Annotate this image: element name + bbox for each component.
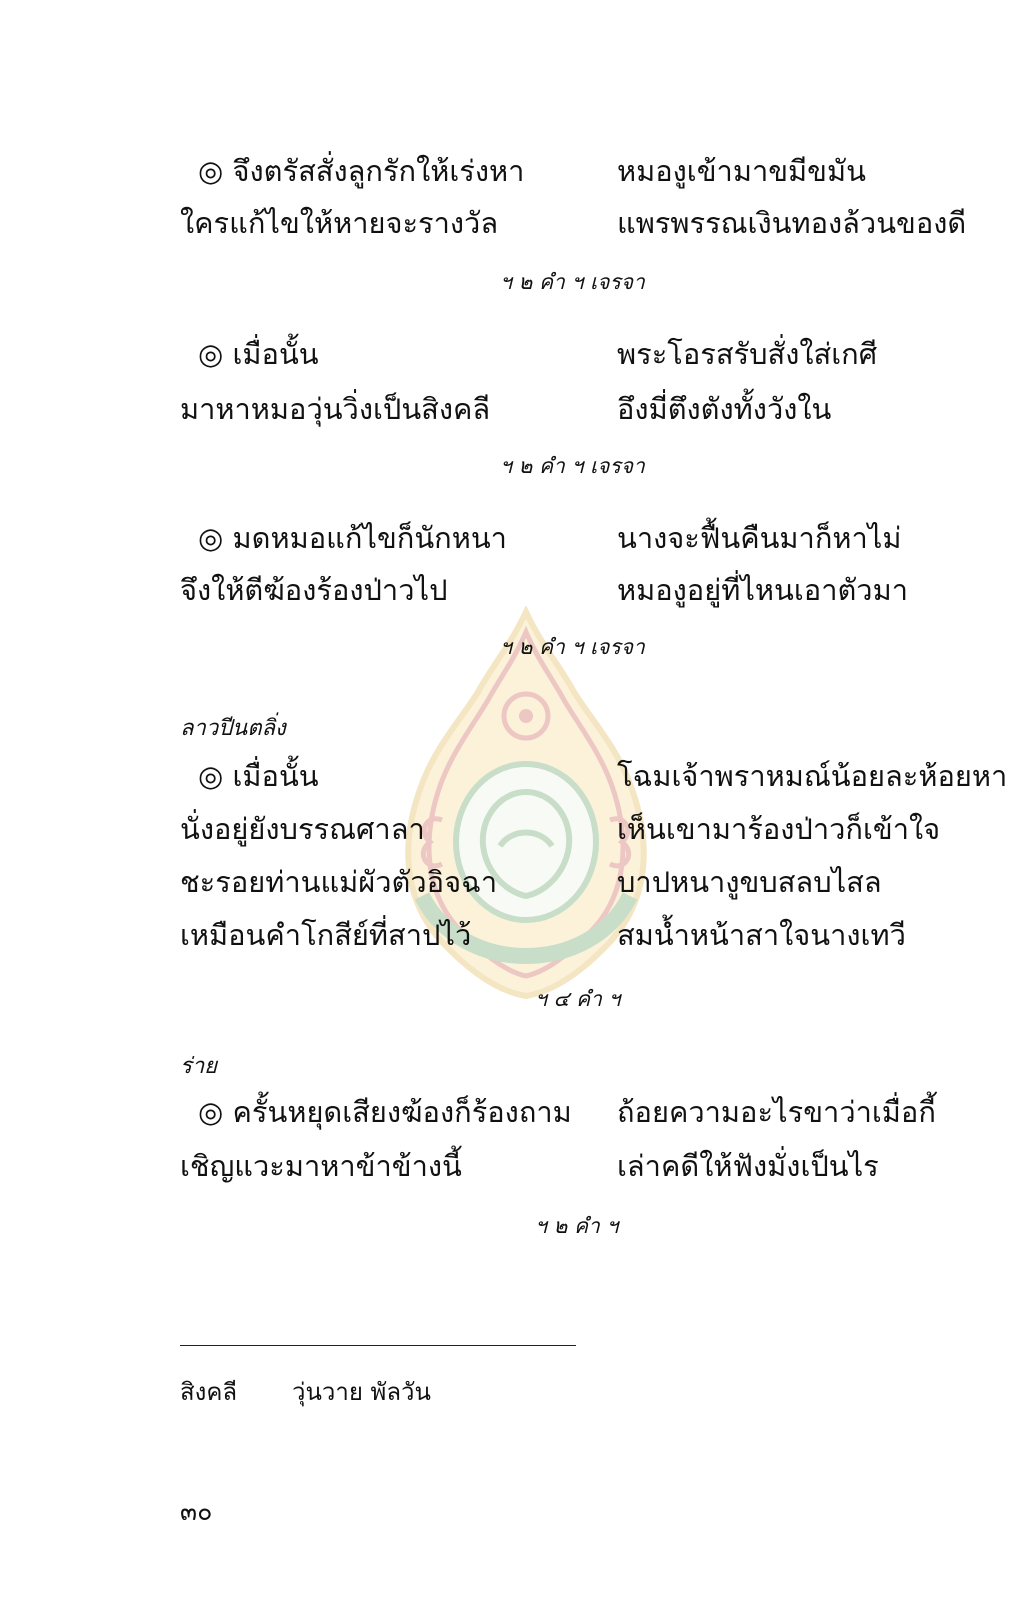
music-cue: ฯ ๔ คำ ฯ <box>535 987 621 1011</box>
verse-right-line: สมน้ำหน้าสาใจนางเทวี <box>617 918 906 952</box>
music-cue: ฯ ๒ คำ ฯ เจรจา <box>500 454 645 478</box>
verse-left-line: ◎ จึงตรัสสั่งลูกรักให้เร่งหา <box>198 154 525 188</box>
verse-right-line: พระโอรสรับสั่งใส่เกศี <box>617 337 878 371</box>
verse-left-line: เชิญแวะมาหาข้าข้างนี้ <box>180 1149 462 1183</box>
verse-right-line: หมองูอยู่ที่ไหนเอาตัวมา <box>617 573 908 607</box>
verse-right-line: บาปหนางูขบสลบไสล <box>617 865 882 899</box>
verse-left-line: ◎ เมื่อนั้น <box>198 337 319 371</box>
verse-right-line: หมองูเข้ามาขมีขมัน <box>617 154 866 188</box>
verse-right-line: อึงมี่ตึงตังทั้งวังใน <box>617 392 832 426</box>
music-cue: ฯ ๒ คำ ฯ เจรจา <box>500 635 645 659</box>
verse-left-line: ◎ เมื่อนั้น <box>198 759 319 793</box>
music-cue: ฯ ๒ คำ ฯ <box>535 1214 619 1238</box>
footnote-term: สิงคลี <box>180 1378 238 1406</box>
verse-left-line: เหมือนคำโกสีย์ที่สาปไว้ <box>180 918 472 952</box>
tune-label: ลาวปีนตลิ่ง <box>180 716 286 741</box>
verse-right-line: เล่าคดีให้ฟังมั่งเป็นไร <box>617 1149 879 1183</box>
verse-right-line: โฉมเจ้าพราหมณ์น้อยละห้อยหา <box>617 759 1008 793</box>
verse-left-line: ◎ มดหมอแก้ไขก็นักหนา <box>198 521 507 555</box>
tune-label: ร่าย <box>180 1054 218 1079</box>
music-cue: ฯ ๒ คำ ฯ เจรจา <box>500 270 645 294</box>
verse-left-line: ชะรอยท่านแม่ผัวตัวอิจฉา <box>180 865 498 899</box>
verse-left-line: มาหาหมอวุ่นวิ่งเป็นสิงคลี <box>180 392 491 426</box>
footnote-divider <box>180 1345 576 1346</box>
verse-right-line: นางจะฟื้นคืนมาก็หาไม่ <box>617 521 902 555</box>
verse-left-line: นั่งอยู่ยังบรรณศาลา <box>180 812 425 846</box>
verse-left-line: จึงให้ตีฆ้องร้องป่าวไป <box>180 573 448 607</box>
verse-left-line: ใครแก้ไขให้หายจะรางวัล <box>180 206 499 240</box>
verse-left-line: ◎ ครั้นหยุดเสียงฆ้องก็ร้องถาม <box>198 1095 572 1129</box>
page-number: ๓๐ <box>180 1497 213 1526</box>
verse-right-line: เห็นเขามาร้องป่าวก็เข้าใจ <box>617 812 941 846</box>
footnote-definition: วุ่นวาย พัลวัน <box>292 1378 431 1406</box>
verse-right-line: ถ้อยความอะไรขาว่าเมื่อกี้ <box>617 1095 936 1129</box>
verse-right-line: แพรพรรณเงินทองล้วนของดี <box>617 206 967 240</box>
